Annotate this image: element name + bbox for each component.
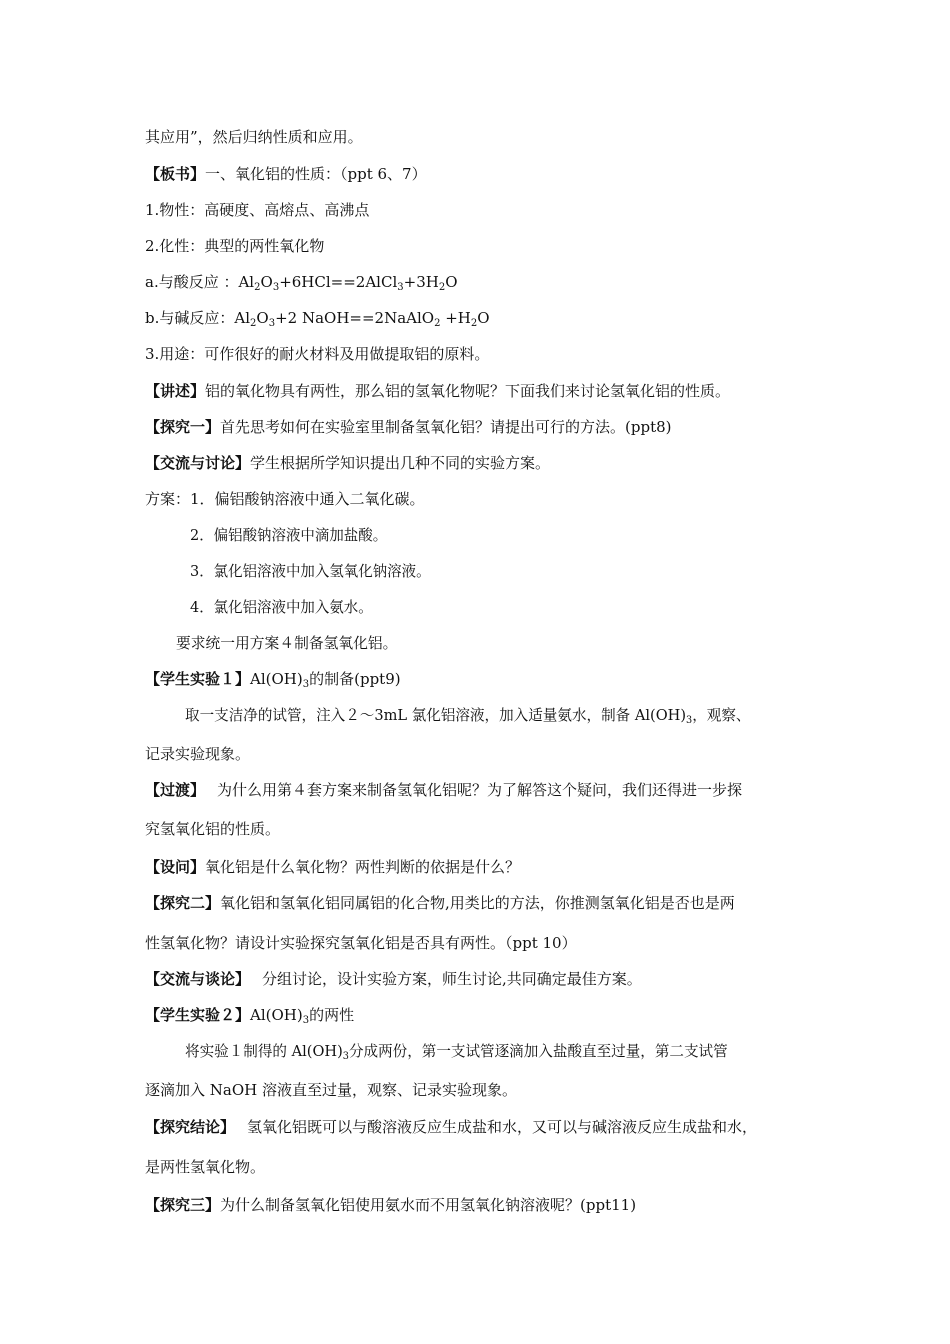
section-tag: 【学生实验２】: [145, 1006, 251, 1024]
physical-properties-line: 1.物性：高硬度、高熔点、高沸点: [145, 201, 370, 219]
board-notes-heading: 【板书】一、氧化铝的性质：（ppt 6、7）: [145, 165, 427, 183]
section-tag: 【交流与谈论】: [145, 970, 251, 988]
narration-line: 【讲述】铝的氧化物具有两性，那么铝的氢氧化物呢？下面我们来讨论氢氧化铝的性质。: [145, 382, 731, 400]
plan-item-2: 2．偏铝酸钠溶液中滴加盐酸。: [190, 526, 388, 544]
experiment-1-procedure: 取一支洁净的试管，注入２～3mL 氯化铝溶液，加入适量氨水，制备 $Al(OH)_3$，观察、: [185, 706, 751, 726]
chemical-properties-line: 2.化性：典型的两性氧化物: [145, 237, 325, 255]
section-tag: 【探究三】: [145, 1196, 221, 1214]
section-tag: 【讲述】: [145, 382, 206, 400]
section-tag: 【探究一】: [145, 418, 221, 436]
plan-item-4: 4．氯化铝溶液中加入氨水。: [190, 598, 373, 616]
uses-line: 3.用途：可作很好的耐火材料及用做提取铝的原料。: [145, 345, 490, 363]
inquiry-conclusion-line-cont: 是两性氢氧化物。: [145, 1158, 266, 1176]
section-tag: 【板书】: [145, 165, 206, 183]
section-tag: 【设问】: [145, 858, 206, 876]
section-tag: 【过渡】: [145, 781, 206, 799]
inquiry-three-line: 【探究三】为什么制备氢氧化铝使用氨水而不用氢氧化钠溶液呢？(ppt11): [145, 1196, 637, 1214]
section-tag: 【学生实验１】: [145, 670, 251, 688]
inquiry-two-line: 【探究二】氧化铝和氢氧化铝同属铝的化合物,用类比的方法，你推测氢氧化铝是否也是两: [145, 894, 735, 912]
exchange-discussion-line: 【交流与讨论】学生根据所学知识提出几种不同的实验方案。: [145, 454, 551, 472]
question-line: 【设问】氧化铝是什么氧化物？两性判断的依据是什么？: [145, 858, 521, 876]
inquiry-conclusion-line: 【探究结论】 氢氧化铝既可以与酸溶液反应生成盐和水，又可以与碱溶液反应生成盐和水，: [145, 1118, 758, 1136]
plan-requirement-line: 要求统一用方案４制备氢氧化铝。: [176, 634, 398, 652]
inquiry-one-line: 【探究一】首先思考如何在实验室里制备氢氧化铝？请提出可行的方法。(ppt8): [145, 418, 672, 436]
student-experiment-1-heading: 【学生实验１】$Al(OH)_3$的制备(ppt9): [145, 670, 401, 690]
experiment-2-procedure-cont: 逐滴加入 NaOH 溶液直至过量，观察、记录实验现象。: [145, 1081, 517, 1099]
section-tag: 【交流与讨论】: [145, 454, 251, 472]
transition-line: 【过渡】 为什么用第４套方案来制备氢氧化铝呢？为了解答这个疑问，我们还得进一步探: [145, 781, 743, 799]
plan-item-3: 3．氯化铝溶液中加入氢氧化钠溶液。: [190, 562, 431, 580]
exchange-talk-line: 【交流与谈论】 分组讨论，设计实验方案，师生讨论,共同确定最佳方案。: [145, 970, 642, 988]
text-line-continuation: 其应用”，然后归纳性质和应用。: [145, 128, 363, 146]
inquiry-two-line-cont: 性氢氧化物？请设计实验探究氢氧化铝是否具有两性。（ppt 10）: [145, 934, 577, 952]
student-experiment-2-heading: 【学生实验２】$Al(OH)_3$的两性: [145, 1006, 355, 1026]
experiment-1-procedure-cont: 记录实验现象。: [145, 745, 251, 763]
base-reaction-equation: b.与碱反应：$Al_2O_3+2$ NaOH==2NaAlO$_2$ $+H_2O$: [145, 309, 490, 329]
acid-reaction-equation: a.与酸反应 ：$Al_2O_3+6HCl==2AlCl_3+3H_2O$: [145, 273, 458, 293]
experiment-2-procedure: 将实验１制得的 $Al(OH)_3$分成两份，第一支试管逐滴加入盐酸直至过量，第二支试管: [185, 1042, 728, 1062]
plan-item-1: 方案：1．偏铝酸钠溶液中通入二氧化碳。: [145, 490, 425, 508]
section-tag: 【探究结论】: [145, 1118, 236, 1136]
transition-line-cont: 究氢氧化铝的性质。: [145, 820, 281, 838]
section-tag: 【探究二】: [145, 894, 221, 912]
